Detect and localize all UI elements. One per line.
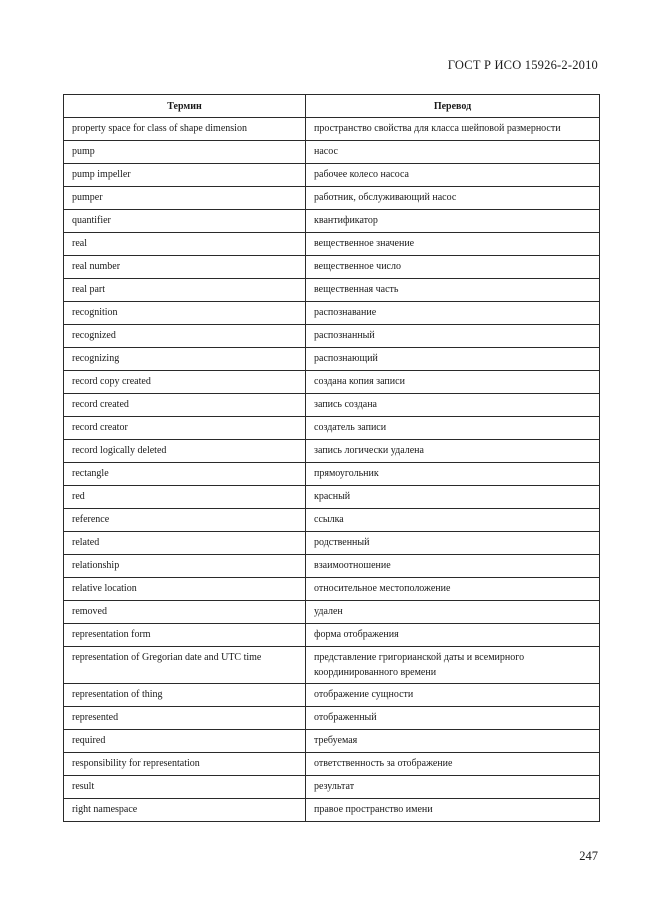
- translation-cell: насос: [306, 141, 600, 164]
- term-cell: recognizing: [64, 348, 306, 371]
- table-row: [64, 187, 600, 210]
- translation-cell: относительное местоположение: [306, 578, 600, 601]
- term-cell: pumper: [64, 187, 306, 210]
- translation-cell: форма отображения: [306, 624, 600, 647]
- table-row: [64, 624, 600, 647]
- term-cell: record creator: [64, 417, 306, 440]
- table-row: [64, 532, 600, 555]
- translation-cell: распознанный: [306, 325, 600, 348]
- translation-cell: прямоугольник: [306, 463, 600, 486]
- table-row: [64, 578, 600, 601]
- glossary-table: [63, 94, 600, 822]
- term-cell: reference: [64, 509, 306, 532]
- term-cell: result: [64, 776, 306, 799]
- table-row: [64, 141, 600, 164]
- table-row: [64, 601, 600, 624]
- table-row: [64, 799, 600, 822]
- translation-cell: вещественная часть: [306, 279, 600, 302]
- translation-cell: правое пространство имени: [306, 799, 600, 822]
- translation-cell: создатель записи: [306, 417, 600, 440]
- translation-cell: запись создана: [306, 394, 600, 417]
- term-cell: representation of thing: [64, 684, 306, 707]
- table-row: [64, 164, 600, 187]
- term-cell: rectangle: [64, 463, 306, 486]
- term-cell: recognition: [64, 302, 306, 325]
- table-row: [64, 486, 600, 509]
- translation-cell: создана копия записи: [306, 371, 600, 394]
- table-row: [64, 730, 600, 753]
- table-row: [64, 684, 600, 707]
- table-row: [64, 371, 600, 394]
- table-row: [64, 417, 600, 440]
- term-cell: real part: [64, 279, 306, 302]
- translation-cell: работник, обслуживающий насос: [306, 187, 600, 210]
- table-row: [64, 302, 600, 325]
- table-row: [64, 325, 600, 348]
- translation-cell: ответственность за отображение: [306, 753, 600, 776]
- translation-cell: результат: [306, 776, 600, 799]
- term-cell: record copy created: [64, 371, 306, 394]
- table-row: [64, 707, 600, 730]
- translation-cell: распознающий: [306, 348, 600, 371]
- term-cell: represented: [64, 707, 306, 730]
- translation-cell: представление григорианской даты и всемирного координированного времени: [306, 647, 600, 684]
- translation-cell: распознавание: [306, 302, 600, 325]
- term-cell: representation form: [64, 624, 306, 647]
- translation-cell: пространство свойства для класса шейповой размерности: [306, 118, 600, 141]
- table-row: [64, 210, 600, 233]
- table-row: [64, 394, 600, 417]
- translation-cell: родственный: [306, 532, 600, 555]
- term-cell: record created: [64, 394, 306, 417]
- term-cell: property space for class of shape dimension: [64, 118, 306, 141]
- translation-cell: ссылка: [306, 509, 600, 532]
- table-row: [64, 776, 600, 799]
- translation-cell: запись логически удалена: [306, 440, 600, 463]
- translation-cell: квантификатор: [306, 210, 600, 233]
- table-row: [64, 118, 600, 141]
- table-row: [64, 348, 600, 371]
- term-cell: related: [64, 532, 306, 555]
- table-row: [64, 233, 600, 256]
- term-cell: required: [64, 730, 306, 753]
- table-row: [64, 463, 600, 486]
- column-header-term: Термин: [64, 95, 306, 118]
- translation-cell: рабочее колесо насоса: [306, 164, 600, 187]
- term-cell: representation of Gregorian date and UTC time: [64, 647, 306, 684]
- term-cell: quantifier: [64, 210, 306, 233]
- document-header: ГОСТ Р ИСО 15926-2-2010: [447, 58, 598, 72]
- translation-cell: взаимоотношение: [306, 555, 600, 578]
- term-cell: red: [64, 486, 306, 509]
- table-row: [64, 256, 600, 279]
- term-cell: pump impeller: [64, 164, 306, 187]
- term-cell: real: [64, 233, 306, 256]
- table-row: [64, 753, 600, 776]
- glossary-body: [64, 118, 600, 822]
- translation-cell: вещественное значение: [306, 233, 600, 256]
- term-cell: right namespace: [64, 799, 306, 822]
- term-cell: pump: [64, 141, 306, 164]
- term-cell: removed: [64, 601, 306, 624]
- translation-cell: отображение сущности: [306, 684, 600, 707]
- table-row: [64, 440, 600, 463]
- term-cell: relative location: [64, 578, 306, 601]
- page-number: 247: [579, 849, 598, 863]
- translation-cell: удален: [306, 601, 600, 624]
- column-header-translation: Перевод: [306, 95, 600, 118]
- translation-cell: требуемая: [306, 730, 600, 753]
- table-header-row: [64, 95, 600, 118]
- table-row: [64, 279, 600, 302]
- table-row: [64, 509, 600, 532]
- term-cell: responsibility for representation: [64, 753, 306, 776]
- translation-cell: вещественное число: [306, 256, 600, 279]
- table-row: [64, 647, 600, 684]
- table-row: [64, 555, 600, 578]
- translation-cell: отображенный: [306, 707, 600, 730]
- term-cell: recognized: [64, 325, 306, 348]
- term-cell: real number: [64, 256, 306, 279]
- translation-cell: красный: [306, 486, 600, 509]
- term-cell: record logically deleted: [64, 440, 306, 463]
- term-cell: relationship: [64, 555, 306, 578]
